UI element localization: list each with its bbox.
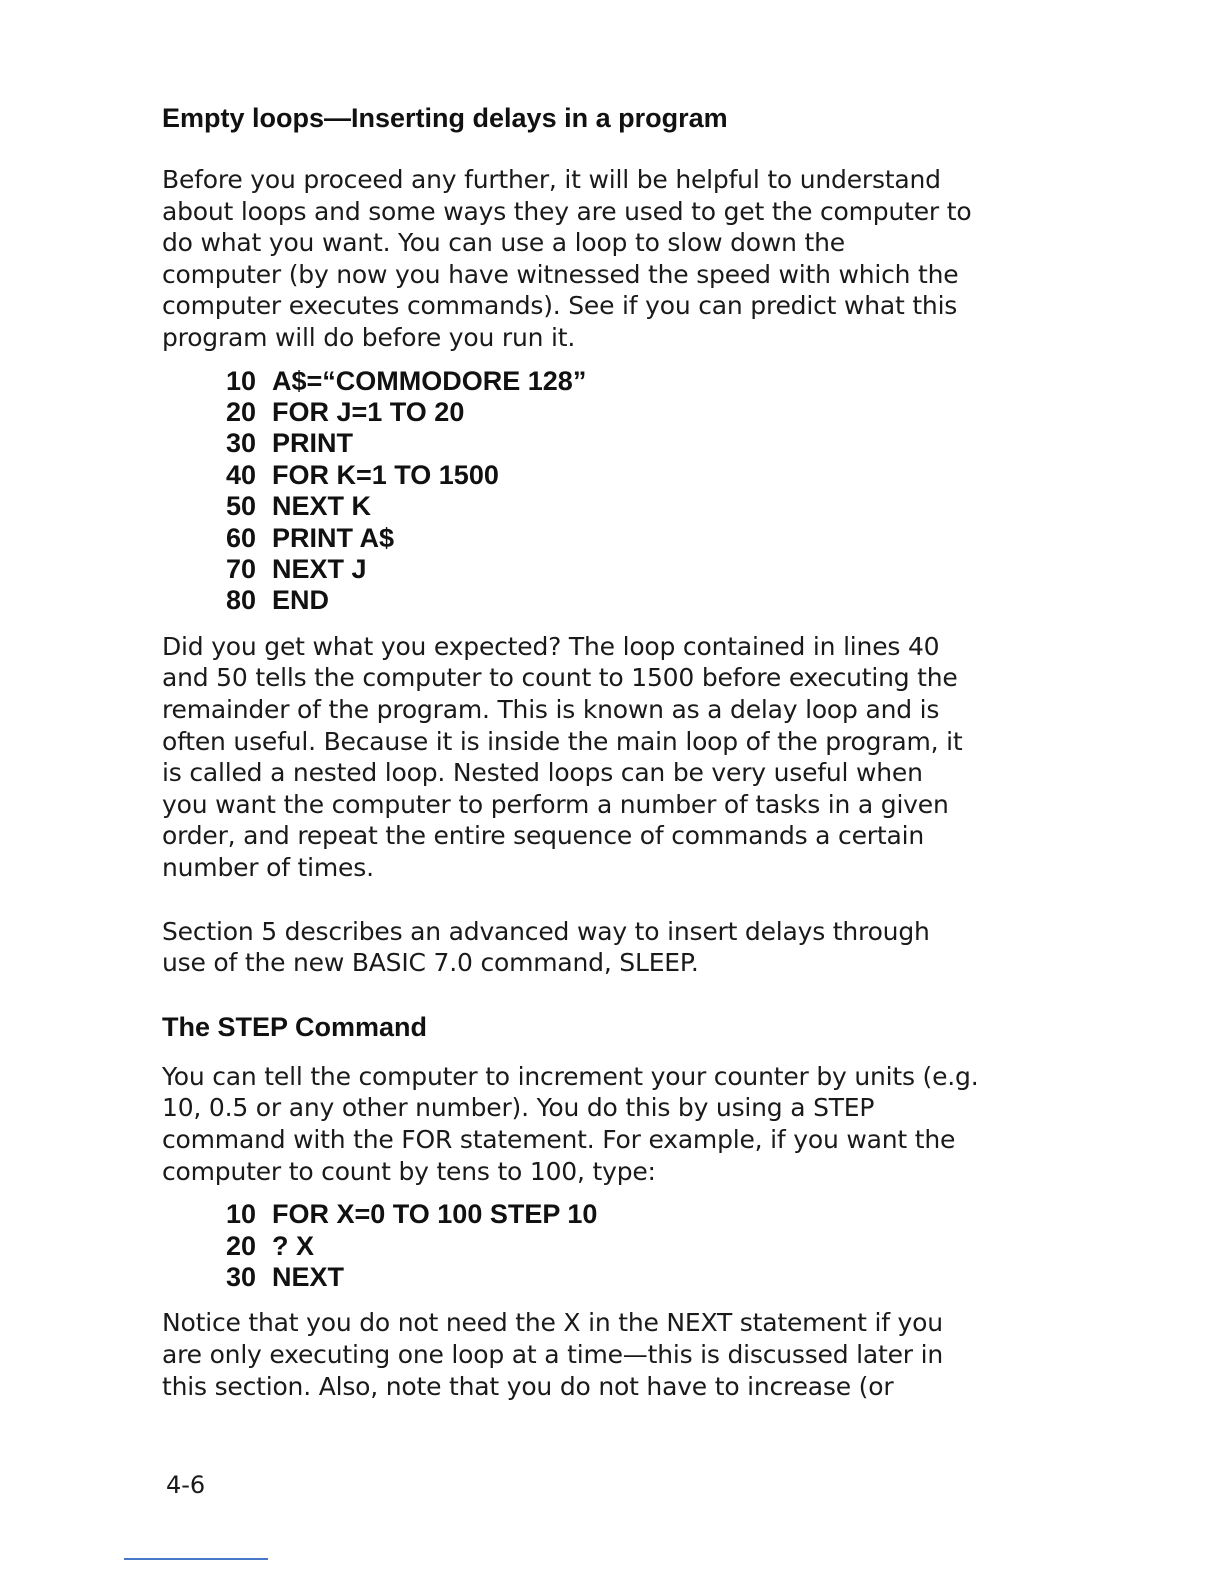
program-line xyxy=(226,523,1022,554)
text-line: 10, 0.5 or any other number). You do this by using a STEP xyxy=(162,1093,875,1123)
line-number: 70 xyxy=(226,554,257,584)
explanation-paragraph xyxy=(162,631,1022,884)
text-line: computer (by now you have witnessed the speed with which the xyxy=(162,259,959,289)
text-line: number of times. xyxy=(162,852,374,882)
line-number: 50 xyxy=(226,491,257,522)
line-code: FOR X=0 TO 100 STEP 10 xyxy=(272,1199,598,1230)
line-code: PRINT A$ xyxy=(272,522,395,553)
delay-loop-program-listing xyxy=(162,366,1022,617)
section-heading-step-command: The STEP Command xyxy=(162,1011,428,1042)
line-code: NEXT J xyxy=(272,554,367,584)
program-line xyxy=(226,585,1022,616)
text-line: Before you proceed any further, it will be helpful to understand xyxy=(162,165,941,194)
line-number: 20 xyxy=(226,1230,257,1261)
line-number: 30 xyxy=(226,1261,257,1292)
line-code: FOR K=1 TO 1500 xyxy=(272,459,499,490)
section-heading-empty-loops: Empty loops—Inserting delays in a program xyxy=(162,103,728,133)
program-line xyxy=(226,428,1022,459)
text-line: computer executes commands). See if you can predict what this xyxy=(162,291,958,321)
line-code: END xyxy=(272,585,330,616)
line-code: NEXT K xyxy=(272,491,372,522)
program-line xyxy=(226,1231,1022,1262)
text-line: about loops and some ways they are used to get the computer to xyxy=(162,196,972,226)
line-number: 40 xyxy=(226,459,257,490)
line-number: 10 xyxy=(226,1199,257,1230)
text-line: use of the new BASIC 7.0 command, SLEEP. xyxy=(162,948,699,978)
program-line xyxy=(226,491,1022,522)
text-line: Notice that you do not need the X in the NEXT statement if you xyxy=(162,1308,943,1338)
line-number: 80 xyxy=(226,585,257,616)
step-intro-paragraph xyxy=(162,1061,1022,1187)
program-line xyxy=(226,554,1022,585)
footer-rule xyxy=(124,1558,268,1560)
text-line: this section. Also, note that you do not have to increase (or xyxy=(162,1371,894,1401)
line-number: 60 xyxy=(226,522,257,553)
line-code: A$=“COMMODORE 128” xyxy=(272,365,587,396)
text-line: and 50 tells the computer to count to 1500 before executing the xyxy=(162,663,958,693)
line-code: NEXT xyxy=(272,1261,345,1292)
text-line: order, and repeat the entire sequence of commands a certain xyxy=(162,821,924,851)
line-code: FOR J=1 TO 20 xyxy=(272,396,465,427)
page-number: 4-6 xyxy=(166,1471,206,1499)
text-line: program will do before you run it. xyxy=(162,322,576,352)
text-line: Section 5 describes an advanced way to insert delays through xyxy=(162,916,930,946)
program-line xyxy=(226,460,1022,491)
page-content xyxy=(162,96,1022,1402)
text-line: are only executing one loop at a time—this is discussed later in xyxy=(162,1339,944,1369)
text-line: computer to count by tens to 100, type: xyxy=(162,1156,656,1186)
line-code: ? X xyxy=(272,1230,315,1261)
program-line xyxy=(226,366,1022,397)
text-line: do what you want. You can use a loop to slow down the xyxy=(162,228,845,258)
program-line xyxy=(226,1262,1022,1293)
text-line: you want the computer to perform a number of tasks in a given xyxy=(162,789,949,819)
text-line: command with the FOR statement. For example, if you want the xyxy=(162,1124,956,1154)
program-line xyxy=(226,1199,1022,1230)
text-line: is called a nested loop. Nested loops can be very useful when xyxy=(162,758,923,788)
sleep-note-paragraph xyxy=(162,916,1022,979)
text-line: remainder of the program. This is known as a delay loop and is xyxy=(162,695,940,724)
notice-paragraph xyxy=(162,1307,1022,1402)
program-line xyxy=(226,397,1022,428)
intro-paragraph xyxy=(162,164,1022,354)
line-code: PRINT xyxy=(272,428,353,459)
line-number: 20 xyxy=(226,396,257,427)
text-line: often useful. Because it is inside the main loop of the program, it xyxy=(162,726,963,756)
line-number: 10 xyxy=(226,365,257,396)
text-line: You can tell the computer to increment your counter by units (e.g. xyxy=(162,1061,979,1091)
text-line: Did you get what you expected? The loop contained in lines 40 xyxy=(162,631,940,661)
step-program-listing xyxy=(162,1199,1022,1293)
line-number: 30 xyxy=(226,428,257,459)
